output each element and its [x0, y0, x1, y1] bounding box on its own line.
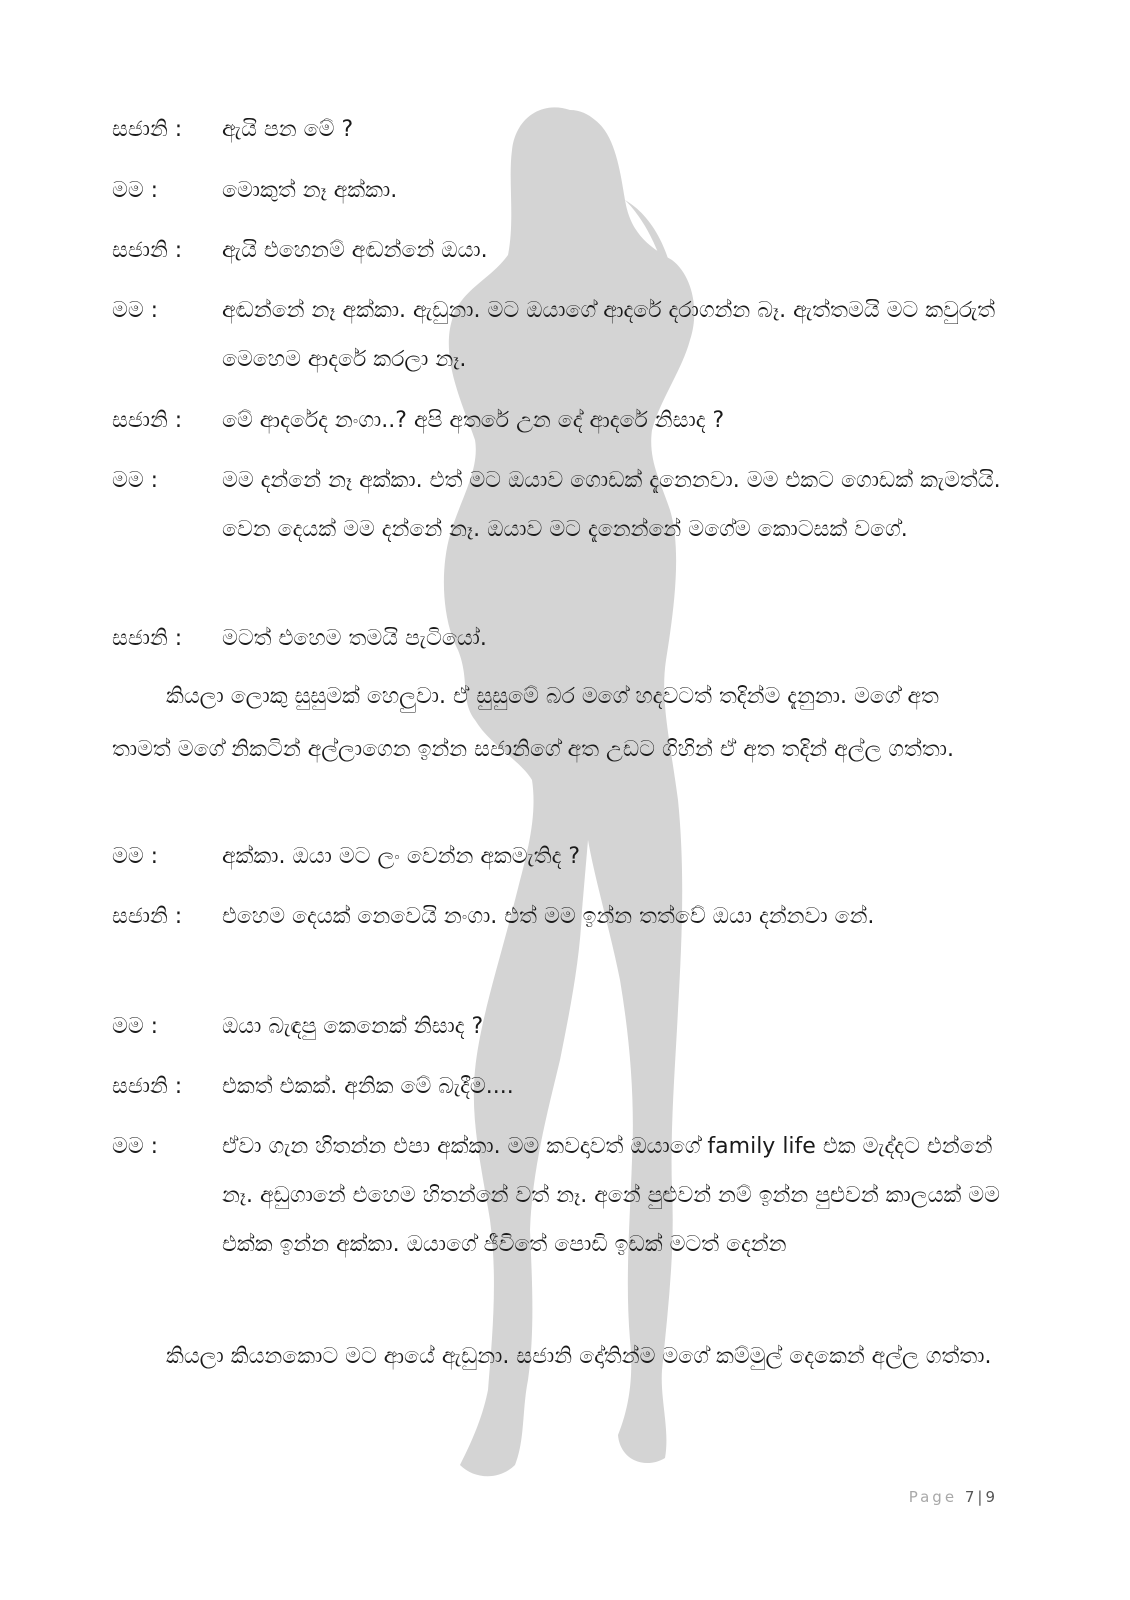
- dialogue-line: [112, 1062, 1012, 1111]
- speaker-label: මම :: [112, 844, 159, 869]
- dialogue-line: [112, 105, 1012, 154]
- dialogue-line: [112, 1122, 1012, 1269]
- speaker-label: සජානි :: [112, 1074, 183, 1099]
- dialogue-line: [112, 892, 1012, 941]
- speaker-label: මම :: [112, 178, 159, 203]
- narration-paragraph: කියලා ලොකු සුසුමක් හෙලුවා. ඒ සුසුමේ බර මගේ හදවටත් තදින්ම දැනුනා. මගේ අත තාමත් මගේ නිකටින් අල්ලාගෙන ඉන්න සජානිගේ අත උඩට ගිහින් ඒ අත තදින් අල්ල ගත්තා.: [112, 684, 954, 762]
- dialogue-text: එකත් එකක්. අනික මේ බැදීම....: [222, 1074, 514, 1099]
- dialogue-line: [112, 166, 1012, 215]
- dialogue-line: [112, 614, 1012, 663]
- total-pages-number: 9: [985, 1488, 998, 1506]
- page-label: Page: [908, 1488, 958, 1506]
- speaker-label: සජානි :: [112, 238, 183, 263]
- speaker-label: සජානි :: [112, 626, 183, 651]
- speaker-label: සජානි :: [112, 117, 183, 142]
- dialogue-text: අක්කා. ඔයා මට ලං වෙන්න අකමැතිද ?: [222, 844, 581, 869]
- dialogue-line: [112, 456, 1012, 554]
- dialogue-text: ඔයා බැඳපු කෙනෙක් නිසාද ?: [222, 1014, 484, 1039]
- page-number-footer: [909, 1488, 998, 1506]
- speaker-label: මම :: [112, 1134, 159, 1159]
- dialogue-text: මටත් එහෙම තමයි පැටියෝ.: [222, 626, 487, 651]
- dialogue-text: ඒවා ගැන හිතන්න එපා අක්කා. මම කවදාවත් ඔයාගේ family life එක මැද්දට එන්නේ නෑ. අඩුගානේ එහෙම හිතන්නේ වත් නෑ. අනේ පුළුවන් නම් ඉන්න පුළුවන් කාලයක් මම එක්ක ඉන්න අක්කා. ඔයාගේ ජීවිතේ පොඩි ඉඩක් මටත් දෙන්න: [222, 1134, 1000, 1257]
- dialogue-text: ඇයි එහෙනම් අඬන්නේ ඔයා.: [222, 238, 488, 263]
- dialogue-line: [112, 832, 1012, 881]
- dialogue-text: මම දන්නේ නෑ අක්කා. එත් මට ඔයාව ගොඩක් දැනෙනවා. මම එකට ගොඩක් කැමත්යි. වෙන දෙයක් මම දන්නේ නෑ. ඔයාව මට දැනෙන්නේ මගේම කොටසක් වගේ.: [222, 468, 1001, 542]
- speaker-label: සජානි :: [112, 904, 183, 929]
- dialogue-text: මේ ආදරේද නංගා..? අපි අතරේ උන දේ ආදරේ නිසාද ?: [222, 408, 725, 433]
- current-page-number: 7: [964, 1488, 978, 1506]
- speaker-label: මම :: [112, 468, 159, 493]
- speaker-label: සජානි :: [112, 408, 183, 433]
- dialogue-text: මොකුත් නෑ අක්කා.: [222, 178, 398, 203]
- dialogue-line: [112, 396, 1012, 445]
- speaker-label: මම :: [112, 298, 159, 323]
- dialogue-line: [112, 226, 1012, 275]
- dialogue-line: [112, 286, 1012, 384]
- narration-paragraph: කියලා කියනකොට මට ආයේ ඇඩුනා. සජානි දෝතින්ම මගේ කම්මුල් දෙකෙන් අල්ල ගත්තා.: [166, 1344, 992, 1369]
- dialogue-text: ඇයි පන මේ ?: [222, 117, 354, 142]
- speaker-label: මම :: [112, 1014, 159, 1039]
- dialogue-text: අඬන්නේ නෑ අක්කා. ඇඩුනා. මට ඔයාගේ ආදරේ දරාගන්න බෑ. ඇත්තමයි මට කවුරුත් මෙහෙම ආදරේ කරලා නෑ.: [222, 298, 996, 372]
- dialogue-text: එහෙම දෙයක් නෙවෙයි නංගා. එත් මම ඉන්න තත්වේ ඔයා දන්නවා නේ.: [222, 904, 875, 929]
- dialogue-line: [112, 1002, 1012, 1051]
- page-separator: |: [977, 1488, 986, 1506]
